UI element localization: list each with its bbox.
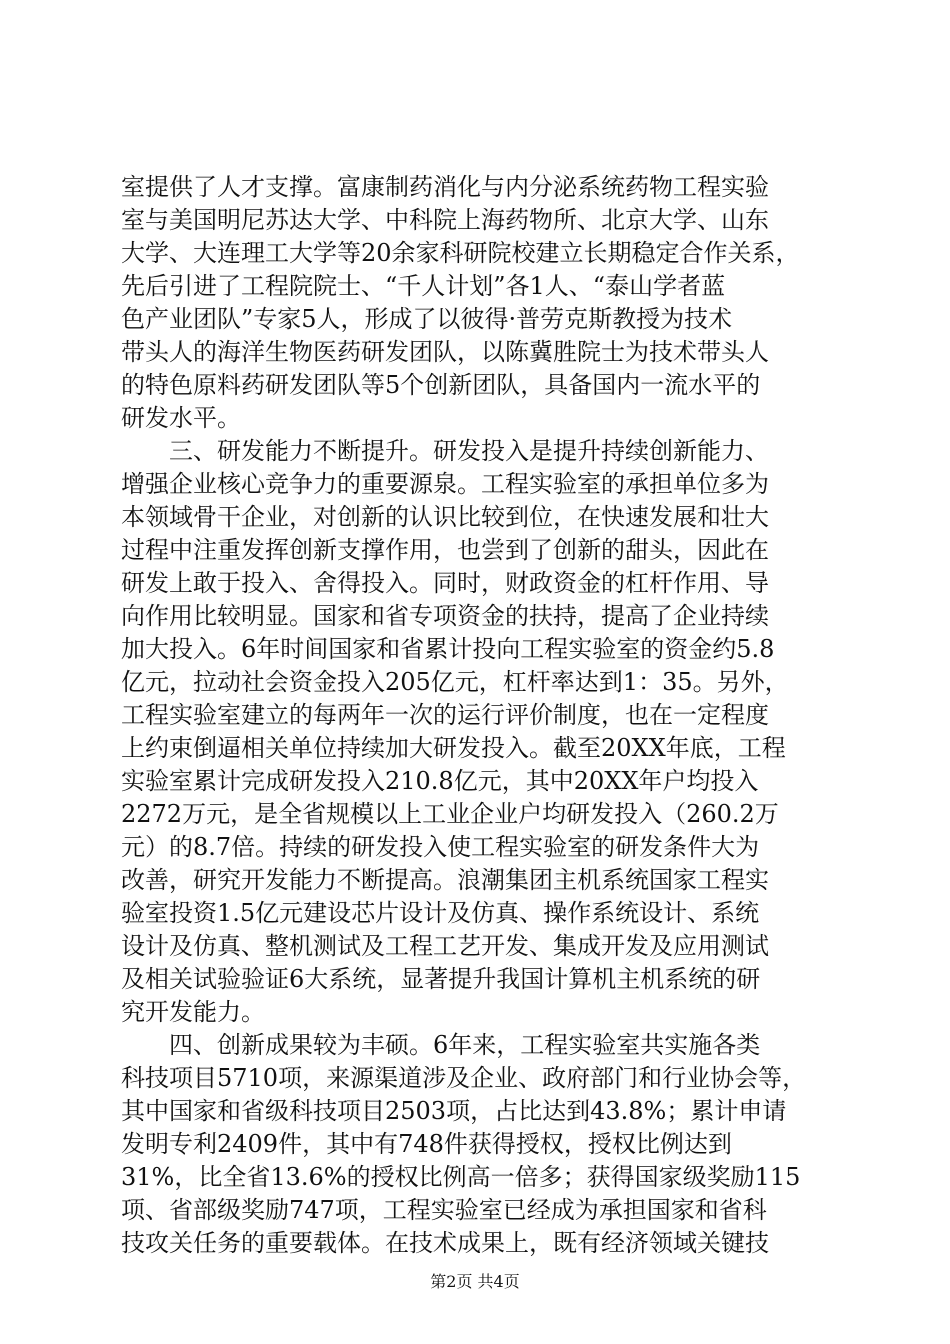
text-line: 先后引进了工程院院士、“千人计划”各1人、“泰山学者蓝: [121, 272, 726, 300]
text-line: 实验室累计完成研发投入210.8亿元，其中20XX年户均投入: [121, 767, 759, 795]
page-footer: [0, 1271, 950, 1293]
text-line: 研发水平。: [121, 404, 241, 432]
text-line: 究开发能力。: [121, 998, 265, 1026]
text-line: 增强企业核心竞争力的重要源泉。工程实验室的承担单位多为: [121, 470, 769, 498]
text-line: 2272万元，是全省规模以上工业企业户均研发投入（260.2万: [121, 800, 779, 828]
text-line: 本领域骨干企业，对创新的认识比较到位，在快速发展和壮大: [121, 503, 769, 531]
text-line: 技攻关任务的重要载体。在技术成果上，既有经济领域关键技: [121, 1229, 769, 1257]
text-line: 色产业团队”专家5人，形成了以彼得·普劳克斯教授为技术: [121, 305, 733, 333]
text-line: 研发上敢于投入、舍得投入。同时，财政资金的杠杆作用、导: [121, 569, 769, 597]
text-line: 的特色原料药研发团队等5个创新团队，具备国内一流水平的: [121, 371, 761, 399]
text-line: 设计及仿真、整机测试及工程工艺开发、集成开发及应用测试: [121, 932, 769, 960]
text-line: 工程实验室建立的每两年一次的运行评价制度，也在一定程度: [121, 701, 769, 729]
text-line: 改善，研究开发能力不断提高。浪潮集团主机系统国家工程实: [121, 866, 769, 894]
text-line: 加大投入。6年时间国家和省累计投向工程实验室的资金约5.8: [121, 635, 775, 663]
text-line: 四、创新成果较为丰硕。6年来，工程实验室共实施各类: [121, 1031, 761, 1059]
text-line: 项、省部级奖励747项，工程实验室已经成为承担国家和省科: [121, 1196, 767, 1224]
text-line: 元）的8.7倍。持续的研发投入使工程实验室的研发条件大为: [121, 833, 760, 861]
text-line: 大学、大连理工大学等20余家科研院校建立长期稳定合作关系，: [121, 239, 800, 267]
text-line: 上约束倒逼相关单位持续加大研发投入。截至20XX年底，工程: [121, 734, 786, 762]
text-line: 验室投资1.5亿元建设芯片设计及仿真、操作系统设计、系统: [121, 899, 760, 927]
text-line: 三、研发能力不断提升。研发投入是提升持续创新能力、: [121, 437, 769, 465]
text-line: 过程中注重发挥创新支撑作用，也尝到了创新的甜头，因此在: [121, 536, 769, 564]
text-line: 其中国家和省级科技项目2503项，占比达到43.8%；累计申请: [121, 1097, 787, 1125]
text-line: 发明专利2409件，其中有748件获得授权，授权比例达到: [121, 1130, 732, 1158]
text-line: 亿元，拉动社会资金投入205亿元，杠杆率达到1：35。另外，: [121, 668, 789, 696]
text-line: 科技项目5710项，来源渠道涉及企业、政府部门和行业协会等，: [121, 1064, 807, 1092]
text-line: 向作用比较明显。国家和省专项资金的扶持，提高了企业持续: [121, 602, 769, 630]
text-line: 室与美国明尼苏达大学、中科院上海药物所、北京大学、山东: [121, 206, 769, 234]
text-line: 及相关试验验证6大系统，显著提升我国计算机主机系统的研: [121, 965, 761, 993]
text-line: 带头人的海洋生物医药研发团队，以陈冀胜院士为技术带头人: [121, 338, 769, 366]
body-text: [121, 171, 841, 1260]
text-line: 室提供了人才支撑。富康制药消化与内分泌系统药物工程实验: [121, 173, 769, 201]
text-line: 31%，比全省13.6%的授权比例高一倍多；获得国家级奖励115: [121, 1163, 801, 1191]
page-number-label: 第2页 共4页: [430, 1272, 520, 1291]
